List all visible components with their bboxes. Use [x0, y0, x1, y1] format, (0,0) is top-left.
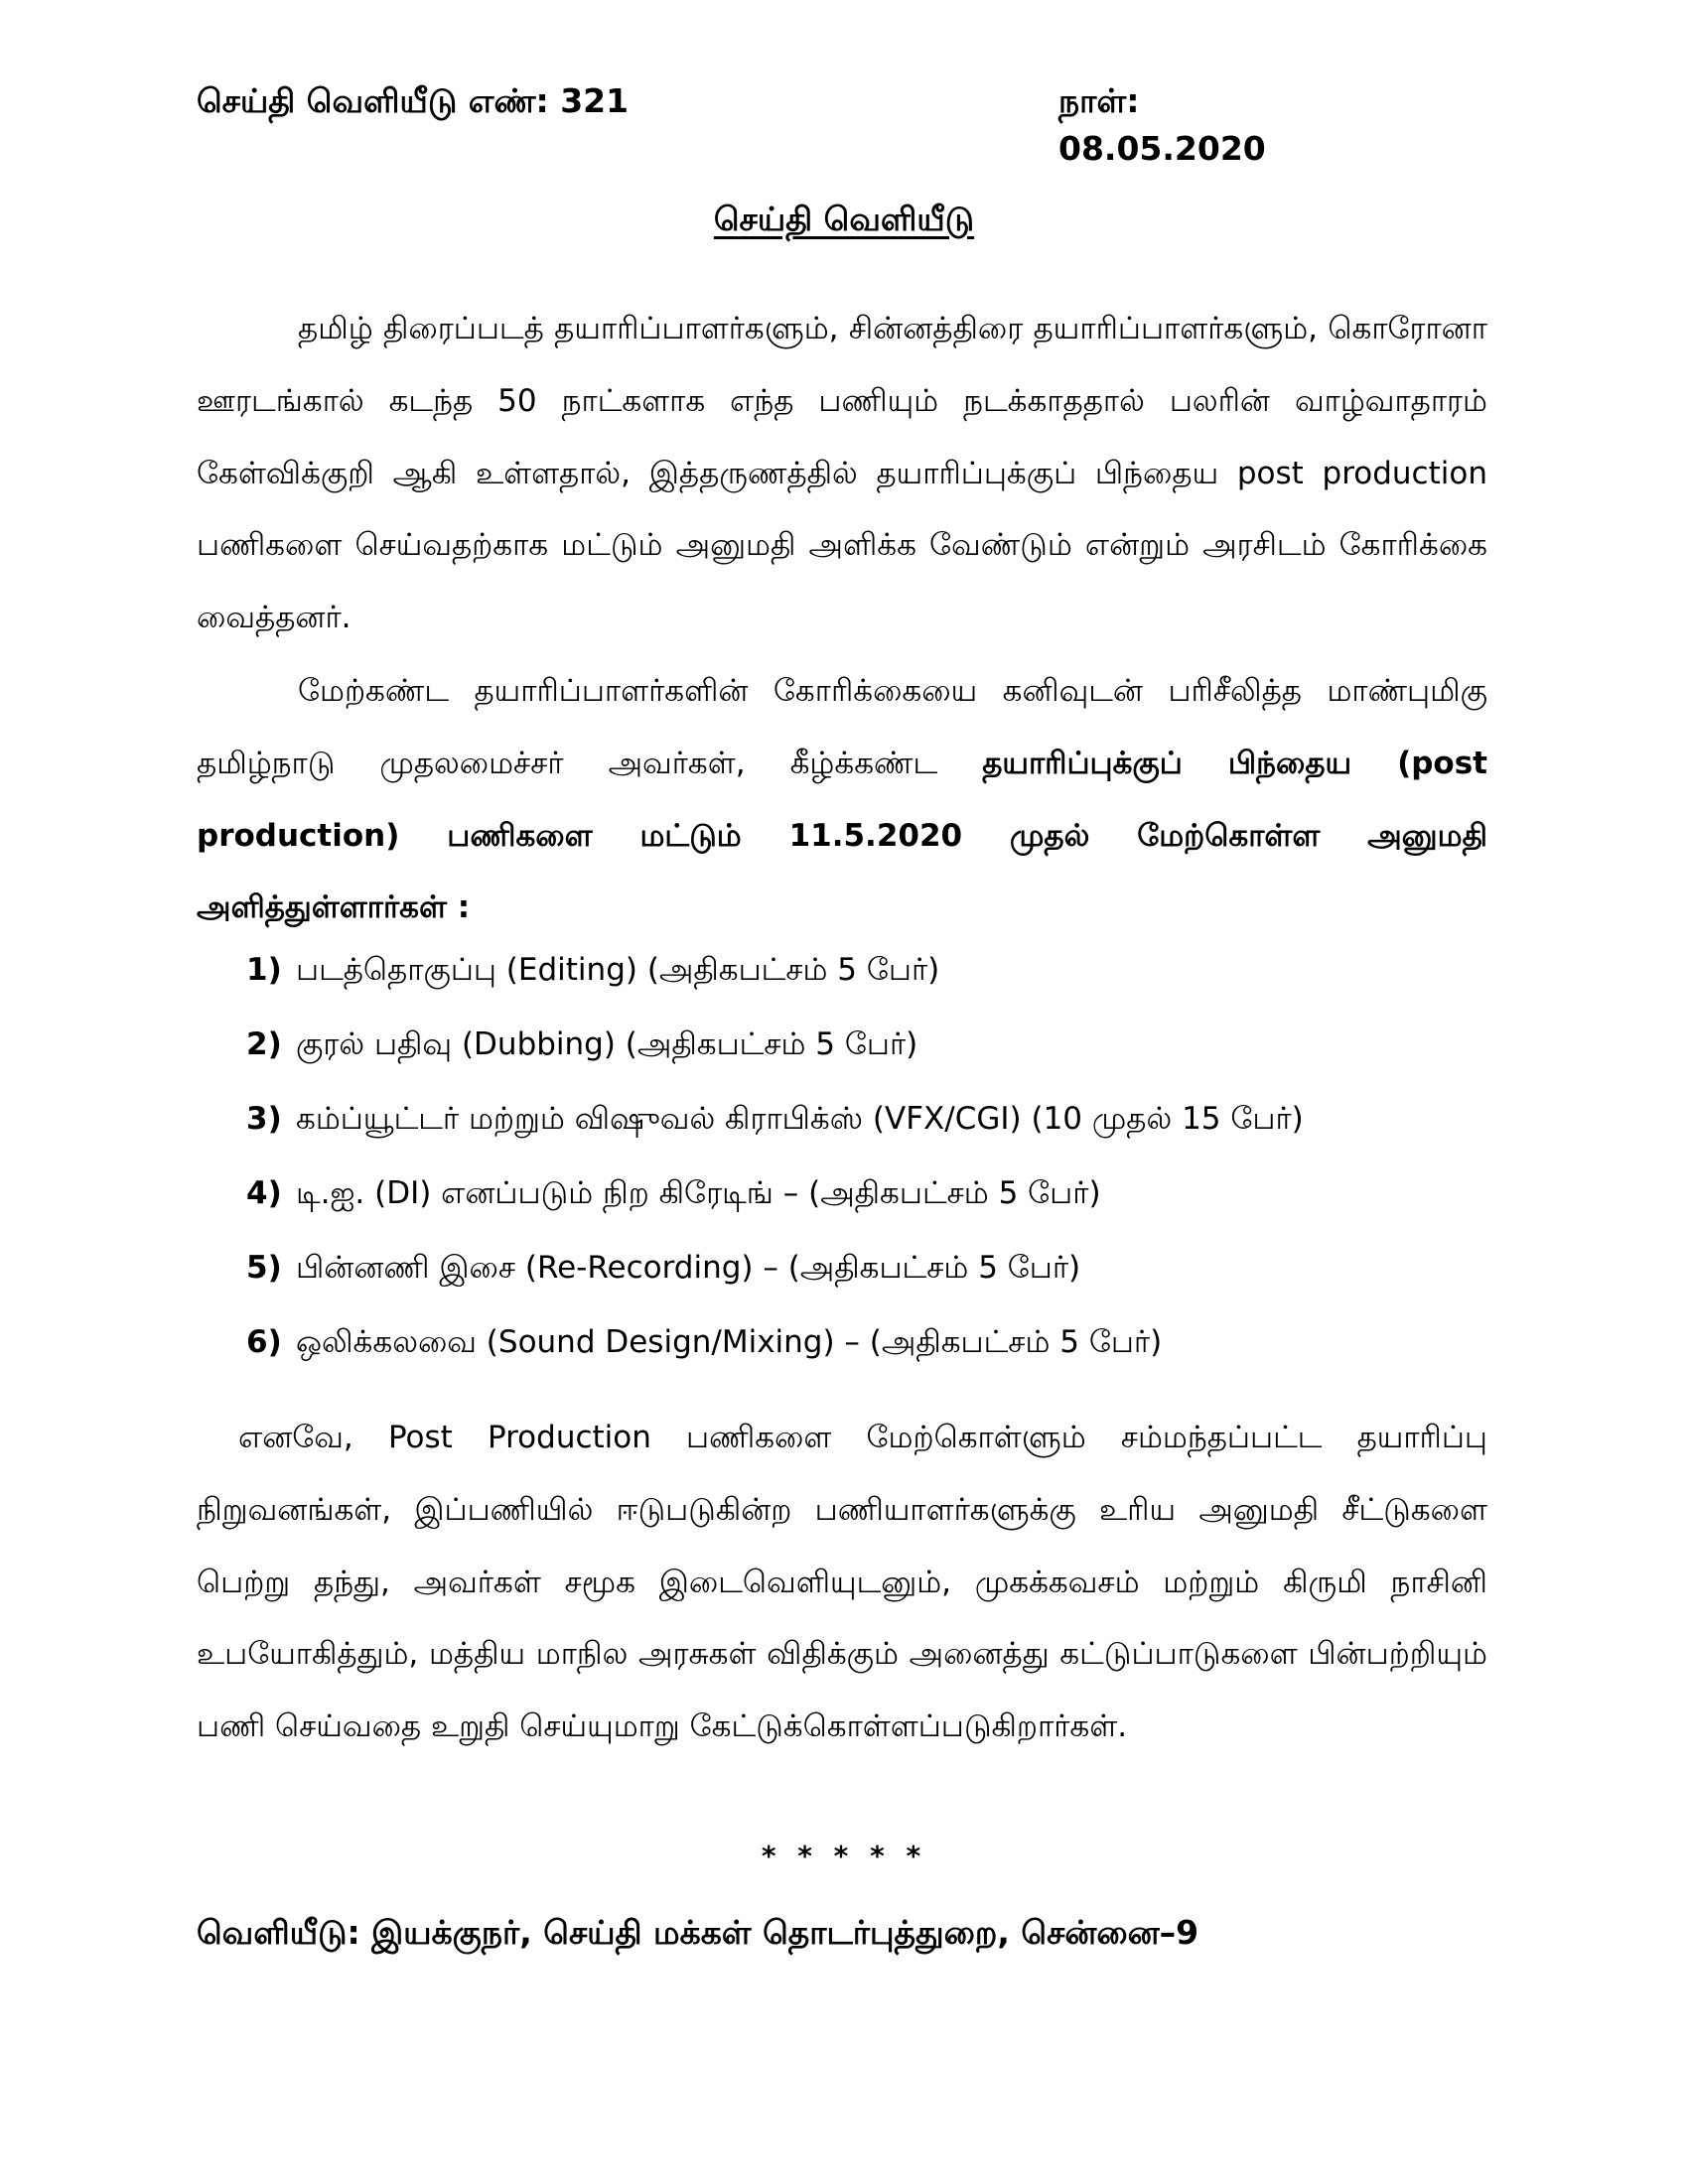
list-item-number: 4): [246, 1175, 282, 1211]
list-item-number: 1): [246, 952, 282, 988]
list-item-text: பின்னணி இசை (Re-Recording) – (அதிகபட்சம் 5 பேர்): [296, 1250, 1081, 1286]
list-item-text: டி.ஐ. (DI) எனப்படும் நிற கிரேடிங் – (அதிகபட்சம் 5 பேர்): [296, 1175, 1101, 1211]
list-item-number: 3): [246, 1101, 282, 1137]
paragraph-2-intro: மேற்கண்ட தயாரிப்பாளர்களின் கோரிக்கையை கனிவுடன் பரிசீலித்த மாண்புமிகு தமிழ்நாடு முதலமைச்சர் அவர்கள், கீழ்க்கண்ட: [197, 673, 1487, 781]
page-title: [0, 197, 1688, 242]
list-item: [246, 1082, 1487, 1157]
list-item: [246, 1157, 1487, 1231]
separator-stars: * * * * *: [761, 1840, 927, 1872]
paragraph-2: [197, 655, 1487, 944]
list-item-text: படத்தொகுப்பு (Editing) (அதிகபட்சம் 5 பேர்): [296, 952, 940, 988]
list-item: [246, 1008, 1487, 1082]
list-item-number: 5): [246, 1250, 282, 1286]
list-item-number: 6): [246, 1324, 282, 1360]
list-item: [246, 933, 1487, 1008]
release-number: செய்தி வெளியீடு எண்: 321: [197, 81, 630, 120]
paragraph-3: எனவே, Post Production பணிகளை மேற்கொள்ளும் சம்மந்தப்பட்ட தயாரிப்பு நிறுவனங்கள், இப்பணியில் ஈடுபடுகின்ற பணியாளர்களுக்கு உரிய அனுமதி சீட்டுகளை பெற்று தந்து, அவர்கள் சமூக இடைவெளியுடனும், முகக்கவசம் மற்றும் கிருமி நாசினி உபயோகித்தும், மத்திய மாநில அரசுகள் விதிக்கும் அனைத்து கட்டுப்பாடுகளை பின்பற்றியும் பணி செய்வதை உறுதி செய்யுமாறு கேட்டுக்கொள்ளப்படுகிறார்கள்.: [197, 1420, 1487, 1745]
list-item: [246, 1305, 1487, 1380]
list-item-text: குரல் பதிவு (Dubbing) (அதிகபட்சம் 5 பேர்): [296, 1026, 918, 1062]
footer-issuer: வெளியீடு: இயக்குநர், செய்தி மக்கள் தொடர்புத்துறை, சென்னை–9: [197, 1913, 1199, 1952]
list-item-text: ஒலிக்கலவை (Sound Design/Mixing) – (அதிகபட்சம் 5 பேர்): [296, 1324, 1163, 1360]
list-item: [246, 1231, 1487, 1305]
permitted-works-list: [246, 933, 1487, 1380]
page-title-text: செய்தி வெளியீடு: [713, 200, 975, 238]
list-item-text: கம்ப்யூட்டர் மற்றும் விஷுவல் கிராபிக்ஸ் (VFX/CGI) (10 முதல் 15 பேர்): [296, 1101, 1304, 1137]
list-item-number: 2): [246, 1026, 282, 1062]
header-row: [197, 77, 1329, 168]
release-date: நாள்: 08.05.2020: [1058, 81, 1266, 168]
paragraph-1: தமிழ் திரைப்படத் தயாரிப்பாளர்களும், சின்னத்திரை தயாரிப்பாளர்களும், கொரோனா ஊரடங்கால் கடந்த 50 நாட்களாக எந்த பணியும் நடக்காததால் பலரின் வாழ்வாதாரம் கேள்விக்குறி ஆகி உள்ளதால், இத்தருணத்தில் தயாரிப்புக்குப் பிந்தைய post production பணிகளை செய்வதற்காக மட்டும் அனுமதி அளிக்க வேண்டும் என்றும் அரசிடம் கோரிக்கை வைத்தனர்.: [197, 311, 1487, 636]
paragraph-2-emphasis: தயாரிப்புக்குப் பிந்தைய (post production) பணிகளை மட்டும் 11.5.2020 முதல் மேற்கொள்ள அனுமதி அளித்துள்ளார்கள் :: [197, 745, 1487, 926]
